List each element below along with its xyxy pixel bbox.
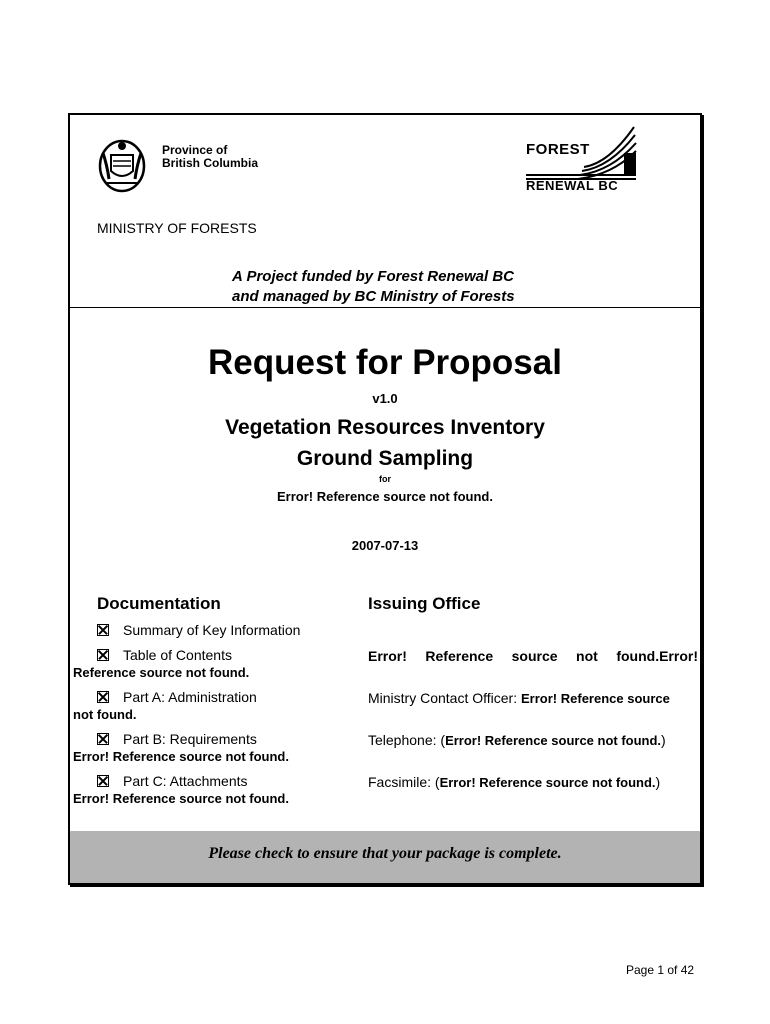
facsimile-line [368,774,698,791]
telephone-error: Error! Reference source not found. [445,733,662,748]
fr-logo-renewal: RENEWAL BC [526,178,619,193]
documentation-heading: Documentation [97,594,221,613]
for-label: for [379,474,391,484]
province-line-2: British Columbia [162,156,259,170]
checked-checkbox-icon[interactable] [97,649,109,661]
document-subtitle [70,412,700,474]
doc-item-toc [73,647,363,681]
subtitle-line-2: Ground Sampling [296,447,474,470]
doc-item-error: not found. [73,707,137,722]
page-number: Page 1 of 42 [626,963,695,977]
checked-checkbox-icon[interactable] [97,775,109,787]
completion-note: Please check to ensure that your package is complete. [208,845,562,862]
title-error-text: Error! Reference source not found. [277,489,493,504]
checked-checkbox-icon[interactable] [97,691,109,703]
telephone-line [368,732,698,749]
document-title: Request for Proposal [208,343,562,382]
completion-note-band [70,831,700,883]
funded-line-1: A Project funded by Forest Renewal BC [232,268,514,285]
subtitle-line-1: Vegetation Resources Inventory [225,416,545,439]
doc-item-label: Part C: Attachments [123,773,248,789]
contact-officer-label: Ministry Contact Officer: [368,690,522,706]
doc-item-label: Part B: Requirements [123,731,257,747]
cover-frame [68,113,702,885]
doc-item-error: Error! Reference source not found. [73,791,289,806]
document-date: 2007-07-13 [351,538,419,553]
telephone-label: Telephone: ( [368,732,446,748]
doc-item-error: Error! Reference source not found. [73,749,289,764]
doc-item-error: Reference source not found. [73,665,250,680]
facsimile-error: Error! Reference source not found. [439,775,656,790]
issuing-office-error: Error! Reference source not found.Error! [368,648,698,664]
doc-item-summary [73,622,363,639]
doc-item-part-c [73,773,363,807]
province-line-1: Province of [162,143,228,157]
header [70,115,700,308]
bc-crest-logo [97,135,147,193]
ministry-label: MINISTRY OF FORESTS [97,220,257,236]
version-label: v1.0 [372,391,398,406]
checked-checkbox-icon[interactable] [97,733,109,745]
checked-checkbox-icon[interactable] [97,624,109,636]
issuing-office-heading: Issuing Office [368,594,481,613]
facsimile-label: Facsimile: ( [368,774,440,790]
doc-item-part-b [73,731,363,765]
doc-item-label: Summary of Key Information [123,622,301,638]
contact-officer-line [368,690,698,707]
fr-logo-forest: FOREST [526,141,590,158]
contact-officer-error: Error! Reference source [521,691,670,706]
funded-statement [232,267,515,307]
province-label [162,144,258,170]
funded-line-2: and managed by BC Ministry of Forests [232,288,515,305]
doc-item-part-a [73,689,363,723]
facsimile-close-paren: ) [655,774,661,790]
doc-item-label: Part A: Administration [123,689,257,705]
telephone-close-paren: ) [661,732,666,748]
doc-item-label: Table of Contents [123,647,232,663]
